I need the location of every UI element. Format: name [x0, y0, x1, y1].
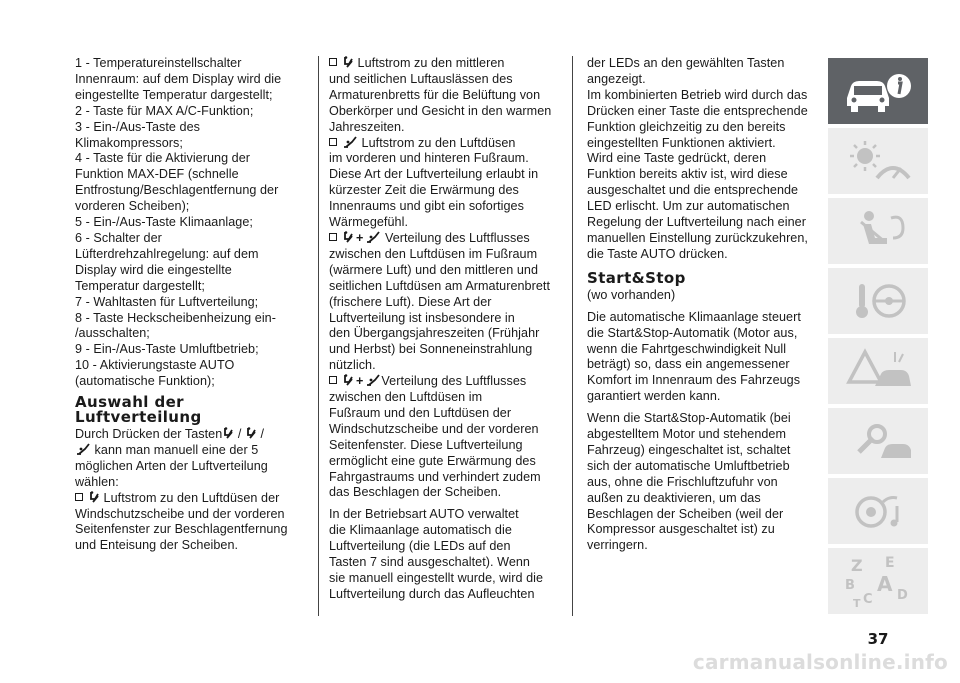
- text-line: der LEDs an den gewählten Tasten: [587, 56, 785, 70]
- text-line: und Herbst) bei Sonneneinstrahlung: [329, 342, 533, 357]
- warning-car-icon: [841, 348, 915, 394]
- watermark: carmanualsonline.info: [692, 650, 948, 674]
- text-line: Luftverteilung durch das Aufleuchten: [329, 586, 535, 601]
- index-letters-icon: [841, 551, 915, 611]
- text-line: manuellen Einstellung zurückzukehren,: [587, 230, 808, 245]
- index-letter: D: [897, 588, 908, 603]
- vent-face-icon: [245, 427, 257, 440]
- index-letter: C: [863, 592, 873, 607]
- text-line: + Verteilung des Luftflusses: [329, 231, 560, 247]
- index-letter: B: [845, 578, 855, 593]
- text-line: Fahrgastraums und verhindert zudem: [329, 469, 541, 484]
- square-bullet: [329, 233, 337, 241]
- text-column-3: [587, 56, 819, 554]
- text-line: In der Betriebsart AUTO verwaltet: [329, 507, 519, 522]
- text-line: Innenraum: auf dem Display wird die: [75, 71, 282, 86]
- text-line: Luftverteilung (die LEDs auf den: [329, 539, 511, 554]
- multimedia-icon: [841, 488, 915, 534]
- text-line: Armaturenbretts für die Belüftung von: [329, 87, 541, 102]
- text-line: 10 - Aktivierungstaste AUTO: [75, 358, 235, 373]
- text-line: Luftstrom zu den Luftdüsen: [329, 136, 560, 152]
- text-line: Windschutzscheibe und der vorderen: [75, 506, 285, 521]
- text-line: Funktion MAX-DEF (schnelle: [75, 167, 239, 182]
- light-dashboard-icon: [841, 138, 915, 184]
- plus-sign: +: [356, 230, 364, 245]
- vent-face-icon: [342, 56, 354, 69]
- text-column-1: [75, 56, 303, 554]
- text-line: Klimakompressors;: [75, 135, 183, 150]
- text-line: seitlichen Luftdüsen am Armaturenbrett: [329, 278, 551, 293]
- text-line: Fußraum und den Luftdüsen der: [329, 405, 512, 420]
- square-bullet: [329, 138, 337, 146]
- text-line: Wenn die Start&Stop-Automatik (bei: [587, 411, 791, 426]
- text-line: Seitenfenster. Diese Luftverteilung: [329, 437, 523, 452]
- section-heading-air-distribution: Auswahl der Luftverteilung: [75, 393, 202, 427]
- text-line: Kompressor ausgeschaltet ist) zu: [587, 522, 775, 537]
- text-line: ausgeschaltet und die entsprechende: [587, 183, 799, 198]
- plus-sign: +: [356, 374, 364, 389]
- text-line: Lüfterdrehzahlregelung: auf dem: [75, 246, 259, 261]
- text-line: ermöglicht eine gute Erwärmung des: [329, 453, 536, 468]
- chapter-tab-lights[interactable]: [828, 128, 928, 194]
- key-steering-wheel-icon: [841, 278, 915, 324]
- column-divider: [318, 56, 319, 616]
- text-line: sie manuell eingestellt wurde, wird die: [329, 571, 544, 585]
- vent-defrost-icon: [88, 491, 100, 504]
- text-line: Windschutzscheibe und der vorderen: [329, 421, 539, 436]
- index-letter: Z: [851, 556, 863, 575]
- text-line: Funktion bereits aktiv ist, wird diese: [587, 167, 788, 182]
- text-line: (automatische Funktion);: [75, 374, 215, 389]
- text-line: vorderen Scheiben);: [75, 199, 190, 214]
- text-line: Durch Drücken der Tasten / /: [75, 427, 265, 442]
- text-line: 2 - Taste für MAX A/C-Funktion;: [75, 103, 254, 118]
- text-line: Drücken einer Taste die entsprechende: [587, 103, 808, 118]
- vent-defrost-icon: [222, 427, 234, 440]
- text-line: möglichen Arten der Luftverteilung: [75, 458, 268, 473]
- chapter-tab-index[interactable]: [828, 548, 928, 614]
- vent-feet-icon: [365, 374, 381, 387]
- text-line: wenn die Fahrtgeschwindigkeit Null: [587, 341, 787, 356]
- vent-face-icon: [342, 231, 354, 244]
- text-line: Entfrostung/Beschlagentfernung der: [75, 183, 279, 198]
- text-line: Die automatische Klimaanlage steuert: [587, 309, 801, 324]
- chapter-tab-car-info[interactable]: [828, 58, 928, 124]
- text-line: sich der automatische Umluftbetrieb: [587, 458, 790, 473]
- text-line: nützlich.: [329, 358, 376, 373]
- text-line: Display wird die eingestellte: [75, 262, 232, 277]
- chapter-tab-emergency[interactable]: [828, 338, 928, 404]
- text-line: 5 - Ein-/Aus-Taste Klimaanlage;: [75, 215, 253, 230]
- text-line: wählen:: [75, 474, 119, 489]
- square-bullet: [329, 376, 337, 384]
- text-line: 1 - Temperatureinstellschalter: [75, 56, 242, 70]
- index-letter: A: [877, 572, 893, 596]
- text-line: (frischere Luft). Diese Art der: [329, 294, 492, 309]
- text-line: Im kombinierten Betrieb wird durch das: [587, 87, 808, 102]
- text-line: die Klimaanlage automatisch die: [329, 523, 512, 538]
- text-line: + Verteilung des Luftflusses: [329, 374, 560, 390]
- car-info-icon: [841, 68, 915, 114]
- text-line: Luftstrom zu den mittleren: [329, 56, 560, 72]
- text-line: das Beschlagen der Scheiben.: [329, 485, 502, 500]
- vent-feet-icon: [75, 443, 91, 456]
- text-line: 9 - Ein-/Aus-Taste Umluftbetrieb;: [75, 342, 259, 357]
- text-line: (wo vorhanden): [587, 287, 676, 302]
- square-bullet: [75, 493, 83, 501]
- text-line: kürzester Zeit die Erwärmung des: [329, 183, 519, 198]
- text-line: und Enteisung der Scheiben.: [75, 538, 239, 553]
- text-line: beträgt) so, dass ein angemessener: [587, 357, 790, 372]
- text-line: Tasten 7 sind ausgeschaltet). Wenn: [329, 555, 530, 570]
- text-line: abgestelltem Motor und stehendem: [587, 427, 787, 442]
- text-line: Innenraums und gibt ein sofortiges: [329, 199, 524, 214]
- text-line: eingestellten Funktionen aktiviert.: [587, 135, 776, 150]
- seat-airbag-icon: [841, 208, 915, 254]
- vent-feet-icon: [342, 136, 358, 149]
- text-column-2: [329, 56, 560, 603]
- text-line: angezeigt.: [587, 71, 646, 86]
- column-divider: [572, 56, 573, 616]
- chapter-tab-maintenance[interactable]: [828, 408, 928, 474]
- text-line: Luftverteilung ist insbesondere in: [329, 310, 515, 325]
- text-line: außen zu deaktivieren, um das: [587, 490, 761, 505]
- text-line: und seitlichen Luftauslässen des: [329, 71, 513, 86]
- chapter-tab-starting-driving[interactable]: [828, 268, 928, 334]
- chapter-tab-safety[interactable]: [828, 198, 928, 264]
- chapter-tab-multimedia[interactable]: [828, 478, 928, 544]
- text-line: Wärmegefühl.: [329, 215, 408, 230]
- text-line: Luftstrom zu den Luftdüsen der: [75, 491, 303, 507]
- text-line: /ausschalten;: [75, 326, 150, 341]
- text-line: 4 - Taste für die Aktivierung der: [75, 151, 251, 166]
- index-letter: E: [885, 555, 895, 571]
- vent-feet-icon: [365, 231, 381, 244]
- text-line: kann man manuell eine der 5: [75, 443, 303, 459]
- text-line: 3 - Ein-/Aus-Taste des: [75, 119, 200, 134]
- vent-defrost-icon: [342, 374, 354, 387]
- text-line: Seitenfenster zur Beschlagentfernung: [75, 522, 288, 537]
- text-line: 6 - Schalter der: [75, 230, 162, 245]
- text-line: 7 - Wahltasten für Luftverteilung;: [75, 294, 259, 309]
- index-letter: T: [853, 597, 861, 610]
- text-line: aus, ohne die Frischluftzufuhr von: [587, 474, 778, 489]
- page-number: 37: [867, 630, 889, 648]
- text-line: im vorderen und hinteren Fußraum.: [329, 151, 529, 166]
- text-line: Oberkörper und Gesicht in den warmen: [329, 103, 552, 118]
- text-line: 8 - Taste Heckscheibenheizung ein-: [75, 310, 276, 325]
- text-line: Temperatur dargestellt;: [75, 278, 205, 293]
- text-line: zwischen den Luftdüsen im: [329, 390, 483, 405]
- text-line: Regelung der Luftverteilung nach einer: [587, 215, 806, 230]
- text-line: die Taste AUTO drücken.: [587, 246, 728, 261]
- text-line: die Start&Stop-Automatik (Motor aus,: [587, 325, 798, 340]
- text-line: Komfort im Innenraum des Fahrzeugs: [587, 373, 801, 388]
- text-line: eingestellte Temperatur dargestellt;: [75, 87, 273, 102]
- text-line: Fahrzeug) eingeschaltet ist, schaltet: [587, 442, 791, 457]
- text-line: LED erlischt. Um zur automatischen: [587, 199, 790, 214]
- wrench-car-icon: [841, 418, 915, 464]
- text-line: Diese Art der Luftverteilung erlaubt in: [329, 167, 539, 182]
- text-line: Funktion gleichzeitig zu den bereits: [587, 119, 786, 134]
- text-line: zwischen den Luftdüsen im Fußraum: [329, 246, 538, 261]
- text-line: den Übergangsjahreszeiten (Frühjahr: [329, 326, 540, 341]
- text-line: verringern.: [587, 538, 648, 553]
- text-line: (wärmere Luft) und den mittleren und: [329, 262, 538, 277]
- text-line: garantiert werden kann.: [587, 389, 721, 404]
- chapter-tabs: [828, 58, 928, 618]
- section-heading-start-stop: Start&Stop: [587, 268, 686, 287]
- text-line: Beschlagen der Scheiben (weil der: [587, 506, 784, 521]
- square-bullet: [329, 58, 337, 66]
- text-line: Wird eine Taste gedrückt, deren: [587, 151, 767, 166]
- text-line: Jahreszeiten.: [329, 119, 405, 134]
